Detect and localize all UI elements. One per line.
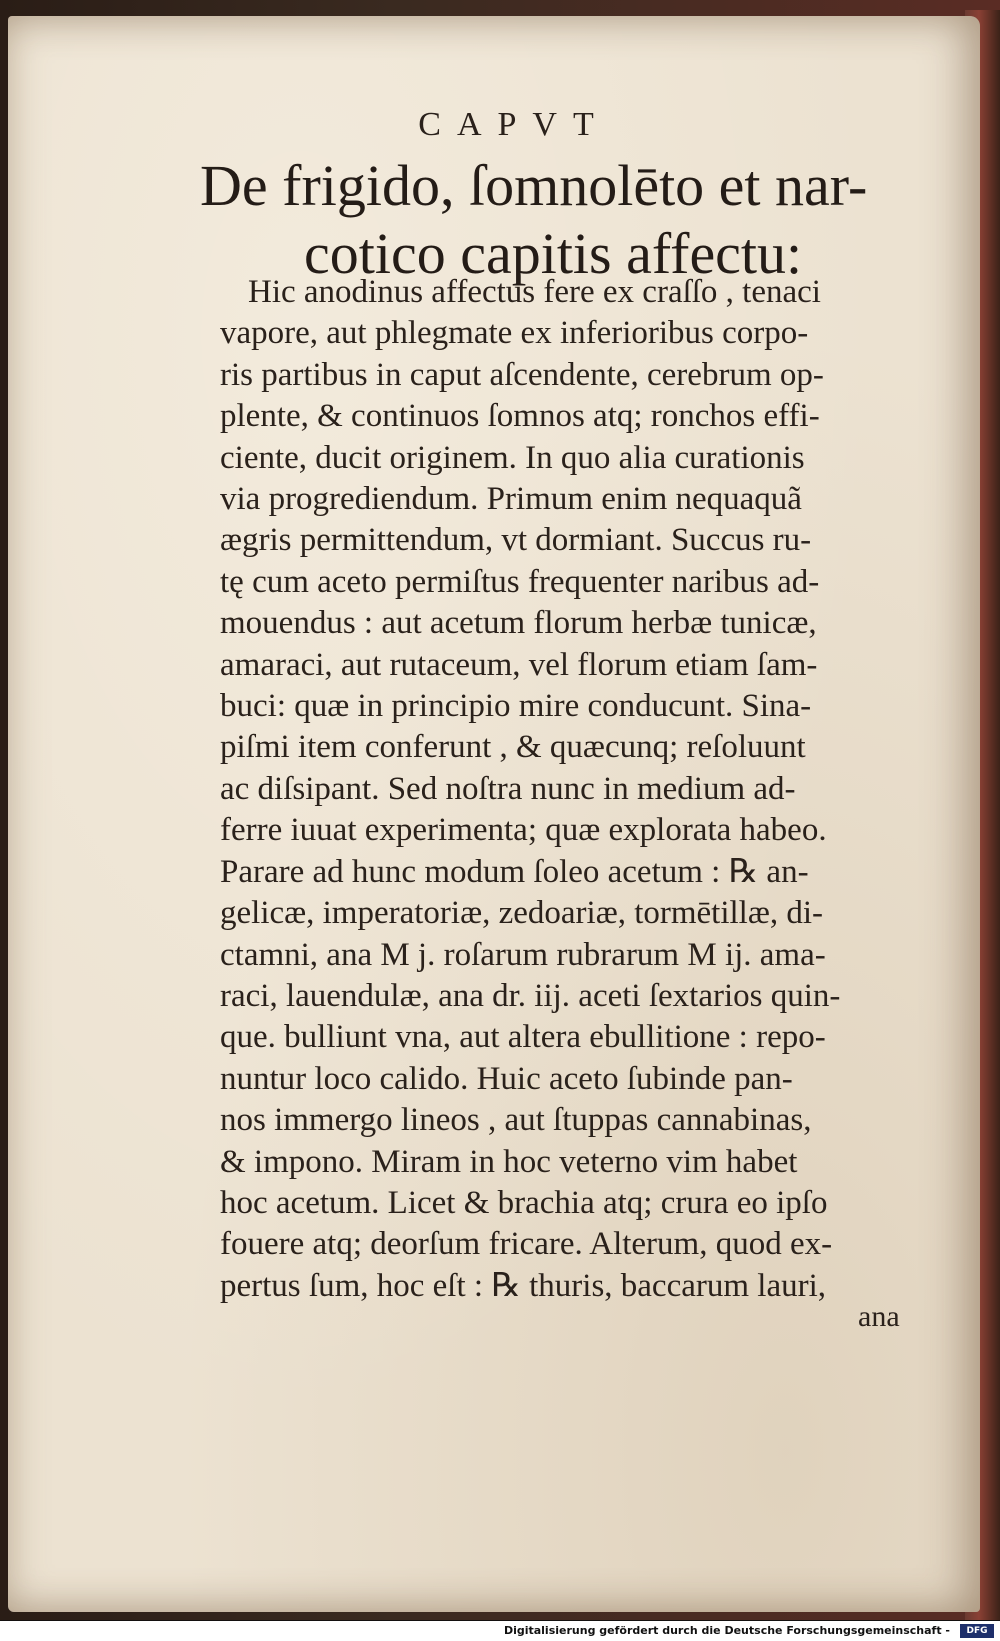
text-line: tę cum aceto permiſtus frequenter naribus ad-: [220, 563, 820, 600]
text-line: ris partibus in caput aſcendente, cerebrum op-: [220, 356, 824, 393]
text-line: raci, lauendulæ, ana dr. iij. aceti ſextarios quin-: [220, 977, 841, 1014]
digitization-footer: [0, 1621, 1000, 1641]
text-line: Parare ad hunc modum ſoleo acetum : ℞ an-: [220, 853, 809, 890]
text-line: piſmi item conferunt , & quæcunq; reſoluunt: [220, 729, 806, 766]
body-text: [220, 272, 930, 1307]
dfg-logo: DFG: [960, 1624, 994, 1638]
text-line: ctamni, ana M j. roſarum rubrarum M ij. ama-: [220, 936, 826, 973]
text-line: nuntur loco calido. Huic aceto ſubinde pan-: [220, 1060, 793, 1097]
chapter-title-line-1: De frigido, ſomnolēto et nar-: [200, 153, 868, 218]
text-line: mouendus : aut acetum florum herbæ tunicæ,: [220, 605, 817, 642]
text-line: gelicæ, imperatoriæ, zedoariæ, tormētillæ, di-: [220, 895, 824, 932]
text-line: & impono. Miram in hoc veterno vim habet: [220, 1143, 798, 1180]
text-line: vapore, aut phlegmate ex inferioribus corpo-: [220, 315, 809, 352]
running-header: CAPVT: [418, 106, 610, 143]
text-line: pertus ſum, hoc eſt : ℞ thuris, baccarum lauri,: [220, 1267, 827, 1304]
text-line: fouere atq; deorſum fricare. Alterum, quod ex-: [220, 1226, 833, 1263]
text-line: hoc acetum. Licet & brachia atq; crura eo ipſo: [220, 1184, 828, 1221]
text-line: ægris permittendum, vt dormiant. Succus ru-: [220, 522, 812, 559]
text-line: que. bulliunt vna, aut altera ebullitione : repo-: [220, 1019, 826, 1056]
text-line: ferre iuuat experimenta; quæ explorata habeo.: [220, 812, 827, 849]
text-line: amaraci, aut rutaceum, vel florum etiam ſam-: [220, 646, 818, 683]
text-line: ac diſsipant. Sed noſtra nunc in medium ad-: [220, 770, 796, 807]
text-line: ciente, ducit originem. In quo alia curationis: [220, 439, 805, 476]
text-line: buci: quæ in principio mire conducunt. Sina-: [220, 688, 812, 725]
text-line: Hic anodinus affectus fere ex craſſo , tenaci: [248, 274, 821, 310]
chapter-title-line-2: cotico capitis affectu:: [304, 221, 803, 286]
funding-credit: Digitalisierung gefördert durch die Deutsche Forschungsgemeinschaft -: [503, 1624, 950, 1637]
text-line: via progrediendum. Primum enim nequaquã: [220, 481, 802, 518]
text-line: nos immergo lineos , aut ſtuppas cannabinas,: [220, 1102, 812, 1139]
catchword: ana: [858, 1300, 900, 1333]
chapter-title: [200, 152, 920, 288]
text-line: plente, & continuos ſomnos atq; ronchos effi-: [220, 398, 820, 435]
